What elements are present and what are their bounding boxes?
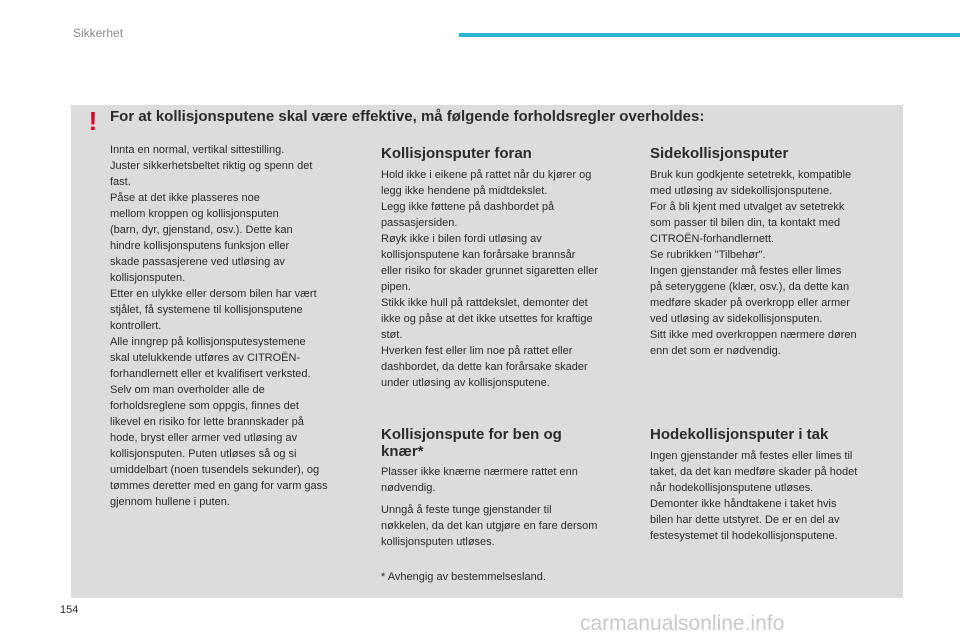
text-line: Hverken fest eller lim noe på rattet eller (381, 345, 573, 357)
text-line: Ingen gjenstander må festes eller limes (650, 265, 842, 277)
footnote: * Avhengig av bestemmelsesland. (381, 571, 546, 583)
text-line: Demonter ikke håndtakene i taket hvis (650, 498, 837, 510)
header-accent-bar (459, 33, 960, 37)
text-line: forholdsreglene som oppgis, finnes det (110, 400, 299, 412)
text-line: fast. (110, 176, 131, 188)
text-line: mellom kroppen og kollisjonsputen (110, 208, 279, 220)
side-airbags-heading: Sidekollisjonsputer (650, 145, 789, 162)
text-line: kontrollert. (110, 320, 162, 332)
text-line: hode, bryst eller armer ved utløsing av (110, 432, 298, 444)
text-line: på seteryggene (klær, osv.), da dette kan (650, 281, 850, 293)
text-line: tømmes deretter med en gang for varm gass (110, 480, 328, 492)
text-line: ved utløsing av sidekollisjonsputen. (650, 313, 823, 325)
text-line: bilen har dette utstyret. De er en del av (650, 514, 840, 526)
text-line: nødvendig. (381, 482, 436, 494)
text-line: passasjersiden. (381, 217, 458, 229)
side-airbags-text (650, 167, 890, 359)
text-line: Hold ikke i eikene på rattet når du kjører og (381, 169, 592, 181)
heading-line: knær* (381, 443, 424, 460)
text-line: Selv om man overholder alle de (110, 384, 265, 396)
text-line: Plasser ikke knærne nærmere rattet enn (381, 466, 578, 478)
general-precautions (110, 142, 360, 510)
text-line: Sitt ikke med overkroppen nærmere døren (650, 329, 857, 341)
text-line: med utløsing av sidekollisjonsputene. (650, 185, 833, 197)
text-line: Innta en normal, vertikal sittestilling. (110, 144, 285, 156)
text-line: Se rubrikken "Tilbehør". (650, 249, 766, 261)
curtain-airbags-text (650, 448, 890, 544)
text-line: kollisjonsputen. Puten utløses så og si (110, 448, 297, 460)
text-line: festesystemet til hodekollisjonsputene. (650, 530, 838, 542)
text-line: under utløsing av kollisjonsputene. (381, 377, 550, 389)
text-line: gjennom hullene i puten. (110, 496, 230, 508)
text-line: skal utelukkende utføres av CITROËN- (110, 352, 301, 364)
text-line: støt. (381, 329, 403, 341)
knee-airbag-heading (381, 426, 562, 460)
exclamation-icon: ! (88, 106, 98, 136)
text-line: som passer til bilen din, ta kontakt med (650, 217, 841, 229)
page-number: 154 (60, 604, 79, 616)
text-line: Legg ikke føttene på dashbordet på (381, 201, 555, 213)
text-line: nøkkelen, da det kan utgjøre en fare dersom (381, 520, 598, 532)
text-line: enn det som er nødvendig. (650, 345, 781, 357)
text-line: eller risiko for skader grunnet sigaretten eller (381, 265, 599, 277)
text-line: forhandlernett eller et kvalifisert verksted. (110, 368, 311, 380)
text-line: når hodekollisjonsputene utløses. (650, 482, 814, 494)
text-line: Etter en ulykke eller dersom bilen har vært (110, 288, 317, 300)
heading-line: Kollisjonspute for ben og (381, 426, 562, 443)
text-line: For å bli kjent med utvalget av setetrekk (650, 201, 845, 213)
text-line: taket, da det kan medføre skader på hodet (650, 466, 858, 478)
text-line: umiddelbart (noen tusendels sekunder), og (110, 464, 320, 476)
text-line: Bruk kun godkjente setetrekk, kompatible (650, 169, 852, 181)
watermark: carmanualsonline.info (580, 612, 785, 635)
text-line: Stikk ikke hull på rattdekslet, demonter det (381, 297, 588, 309)
section-title: Sikkerhet (73, 26, 124, 40)
text-line: (barn, dyr, gjenstand, osv.). Dette kan (110, 224, 293, 236)
text-line: ikke og påse at det ikke utsettes for kraftige (381, 313, 593, 325)
text-line: kollisjonsputen utløses. (381, 536, 495, 548)
front-airbags-text (381, 167, 636, 391)
curtain-airbags-heading: Hodekollisjonsputer i tak (650, 426, 829, 443)
text-line: Juster sikkerhetsbeltet riktig og spenn det (110, 160, 313, 172)
text-line: CITROËN-forhandlernett. (650, 233, 775, 245)
text-line: dashbordet, da dette kan forårsake skader (381, 361, 588, 373)
text-line: hindre kollisjonsputens funksjon eller (110, 240, 290, 252)
text-line: kollisjonsputene kan forårsake brannsår (381, 249, 576, 261)
front-airbags-heading: Kollisjonsputer foran (381, 145, 532, 162)
text-line: kollisjonsputen. (110, 272, 186, 284)
text-line: pipen. (381, 281, 411, 293)
text-line: legg ikke hendene på midtdekslet. (381, 185, 548, 197)
text-line: likevel en risiko for lette brannskader på (110, 416, 304, 428)
text-line: stjålet, få systemene til kollisjonsputene (110, 304, 303, 316)
text-line: Alle inngrep på kollisjonsputesystemene (110, 336, 306, 348)
knee-airbag-text (381, 464, 636, 550)
text-line: skade passasjerene ved utløsing av (110, 256, 285, 268)
text-line: Ingen gjenstander må festes eller limes til (650, 450, 853, 462)
text-line: Røyk ikke i bilen fordi utløsing av (381, 233, 542, 245)
text-line: Unngå å feste tunge gjenstander til (381, 504, 552, 516)
panel-heading: For at kollisjonsputene skal være effektive, må følgende forholdsregler overholdes: (110, 108, 705, 125)
text-line: Påse at det ikke plasseres noe (110, 192, 260, 204)
text-line: medføre skader på overkropp eller armer (650, 297, 850, 309)
